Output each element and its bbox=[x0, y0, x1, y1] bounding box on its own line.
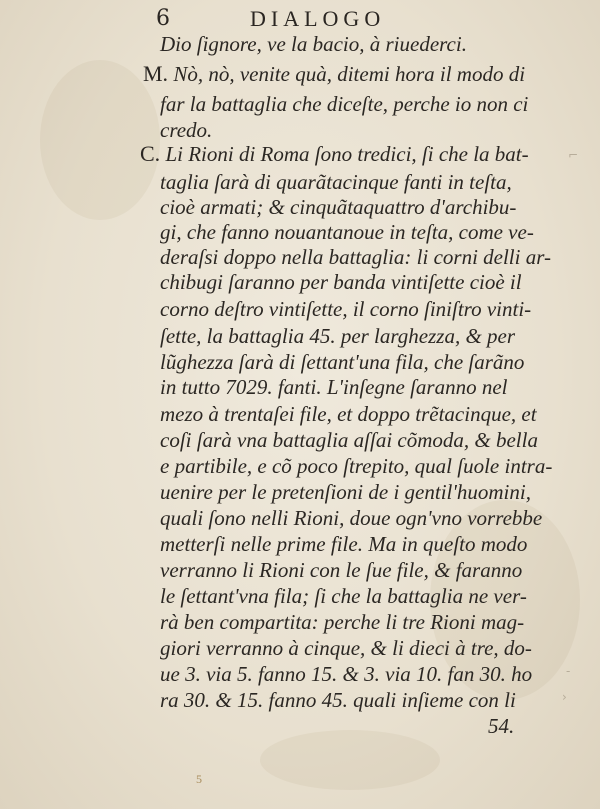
line-text: quali ſono nelli Rioni, doue ogn'vno vorrebbe bbox=[160, 506, 543, 530]
line-text: cioè armati; & cinquãtaquattro d'archibu- bbox=[160, 195, 517, 219]
running-head: DIALOGO bbox=[250, 6, 386, 31]
text-line bbox=[160, 118, 212, 142]
line-text: ue 3. via 5. fanno 15. & 3. via 10. fan 30. ho bbox=[160, 662, 533, 686]
page-number: 6 bbox=[156, 6, 170, 31]
line-text: mezo à trentaſei file, et doppo trẽtacinque, et bbox=[160, 402, 537, 426]
text-line bbox=[160, 195, 516, 219]
paper-stain bbox=[260, 730, 440, 790]
line-text: credo. bbox=[160, 118, 213, 142]
line-text: giori verranno à cinque, & li dieci à tre, do- bbox=[160, 636, 532, 660]
line-text: taglia ſarà di quarãtacinque fanti in teſta, bbox=[160, 170, 512, 194]
text-line bbox=[160, 245, 551, 269]
text-line bbox=[160, 402, 537, 426]
line-text: Dio ſignore, ve la bacio, à riuederci. bbox=[160, 32, 467, 56]
line-text: far la battaglia che diceſte, perche io non ci bbox=[160, 92, 529, 116]
line-text: metterſi nelle prime file. Ma in queſto modo bbox=[160, 532, 528, 556]
text-line bbox=[160, 32, 467, 56]
text-line bbox=[160, 270, 522, 294]
catchword: 54. bbox=[488, 714, 515, 738]
text-line bbox=[160, 480, 531, 504]
margin-mark: ⌐ bbox=[568, 148, 579, 162]
text-line bbox=[160, 506, 542, 530]
text-line bbox=[160, 688, 516, 712]
text-line bbox=[140, 142, 529, 166]
line-text: gi, che fanno nouantanoue in teſta, come ve- bbox=[160, 220, 534, 244]
text-line bbox=[160, 636, 532, 660]
line-text: lũghezza ſarà di ſettant'una fila, che ſarãno bbox=[160, 350, 525, 374]
line-text: deraſsi doppo nella battaglia: li corni delli ar- bbox=[160, 245, 551, 269]
line-text: le ſettant'vna fila; ſi che la battaglia ne ver- bbox=[160, 584, 527, 608]
line-text: chibugi ſaranno per banda vintiſette cioè il bbox=[160, 270, 522, 294]
line-text: corno deſtro vintiſette, il corno ſiniſtro vinti- bbox=[160, 297, 532, 321]
text-line bbox=[160, 532, 527, 556]
paper-stain bbox=[40, 60, 160, 220]
line-text: ra 30. & 15. fanno 45. quali inſieme con li bbox=[160, 688, 516, 712]
text-line bbox=[160, 610, 524, 634]
line-text: in tutto 7029. fanti. L'inſegne ſaranno nel bbox=[160, 375, 508, 399]
speaker-label: C. bbox=[140, 141, 161, 166]
speaker-label: M. bbox=[143, 61, 169, 86]
line-text: e partibile, e cõ poco ſtrepito, qual ſuole intra- bbox=[160, 454, 553, 478]
text-line bbox=[160, 375, 507, 399]
text-line bbox=[160, 584, 527, 608]
text-line bbox=[160, 170, 512, 194]
text-line bbox=[160, 350, 524, 374]
line-text: rà ben compartita: perche li tre Rioni mag- bbox=[160, 610, 525, 634]
text-line bbox=[160, 297, 531, 321]
text-line bbox=[160, 92, 528, 116]
footer-mark: 5 bbox=[196, 772, 202, 786]
line-text: Li Rioni di Roma ſono tredici, ſi che la bat- bbox=[165, 142, 529, 166]
line-text: ſette, la battaglia 45. per larghezza, & per bbox=[160, 324, 516, 348]
text-line bbox=[160, 428, 538, 452]
margin-mark: ‑ bbox=[566, 664, 571, 678]
text-line bbox=[160, 220, 534, 244]
text-line bbox=[160, 454, 552, 478]
text-line bbox=[143, 62, 525, 86]
line-text: Nò, nò, venite quà, ditemi hora il modo di bbox=[173, 62, 526, 86]
text-line bbox=[160, 324, 515, 348]
line-text: coſi ſarà vna battaglia aſſai cõmoda, & bella bbox=[160, 428, 538, 452]
margin-mark: › bbox=[562, 690, 567, 704]
line-text: verranno li Rioni con le ſue file, & faranno bbox=[160, 558, 523, 582]
text-line bbox=[160, 662, 532, 686]
text-line bbox=[160, 558, 522, 582]
line-text: uenire per le pretenſioni de i gentil'huomini, bbox=[160, 480, 531, 504]
